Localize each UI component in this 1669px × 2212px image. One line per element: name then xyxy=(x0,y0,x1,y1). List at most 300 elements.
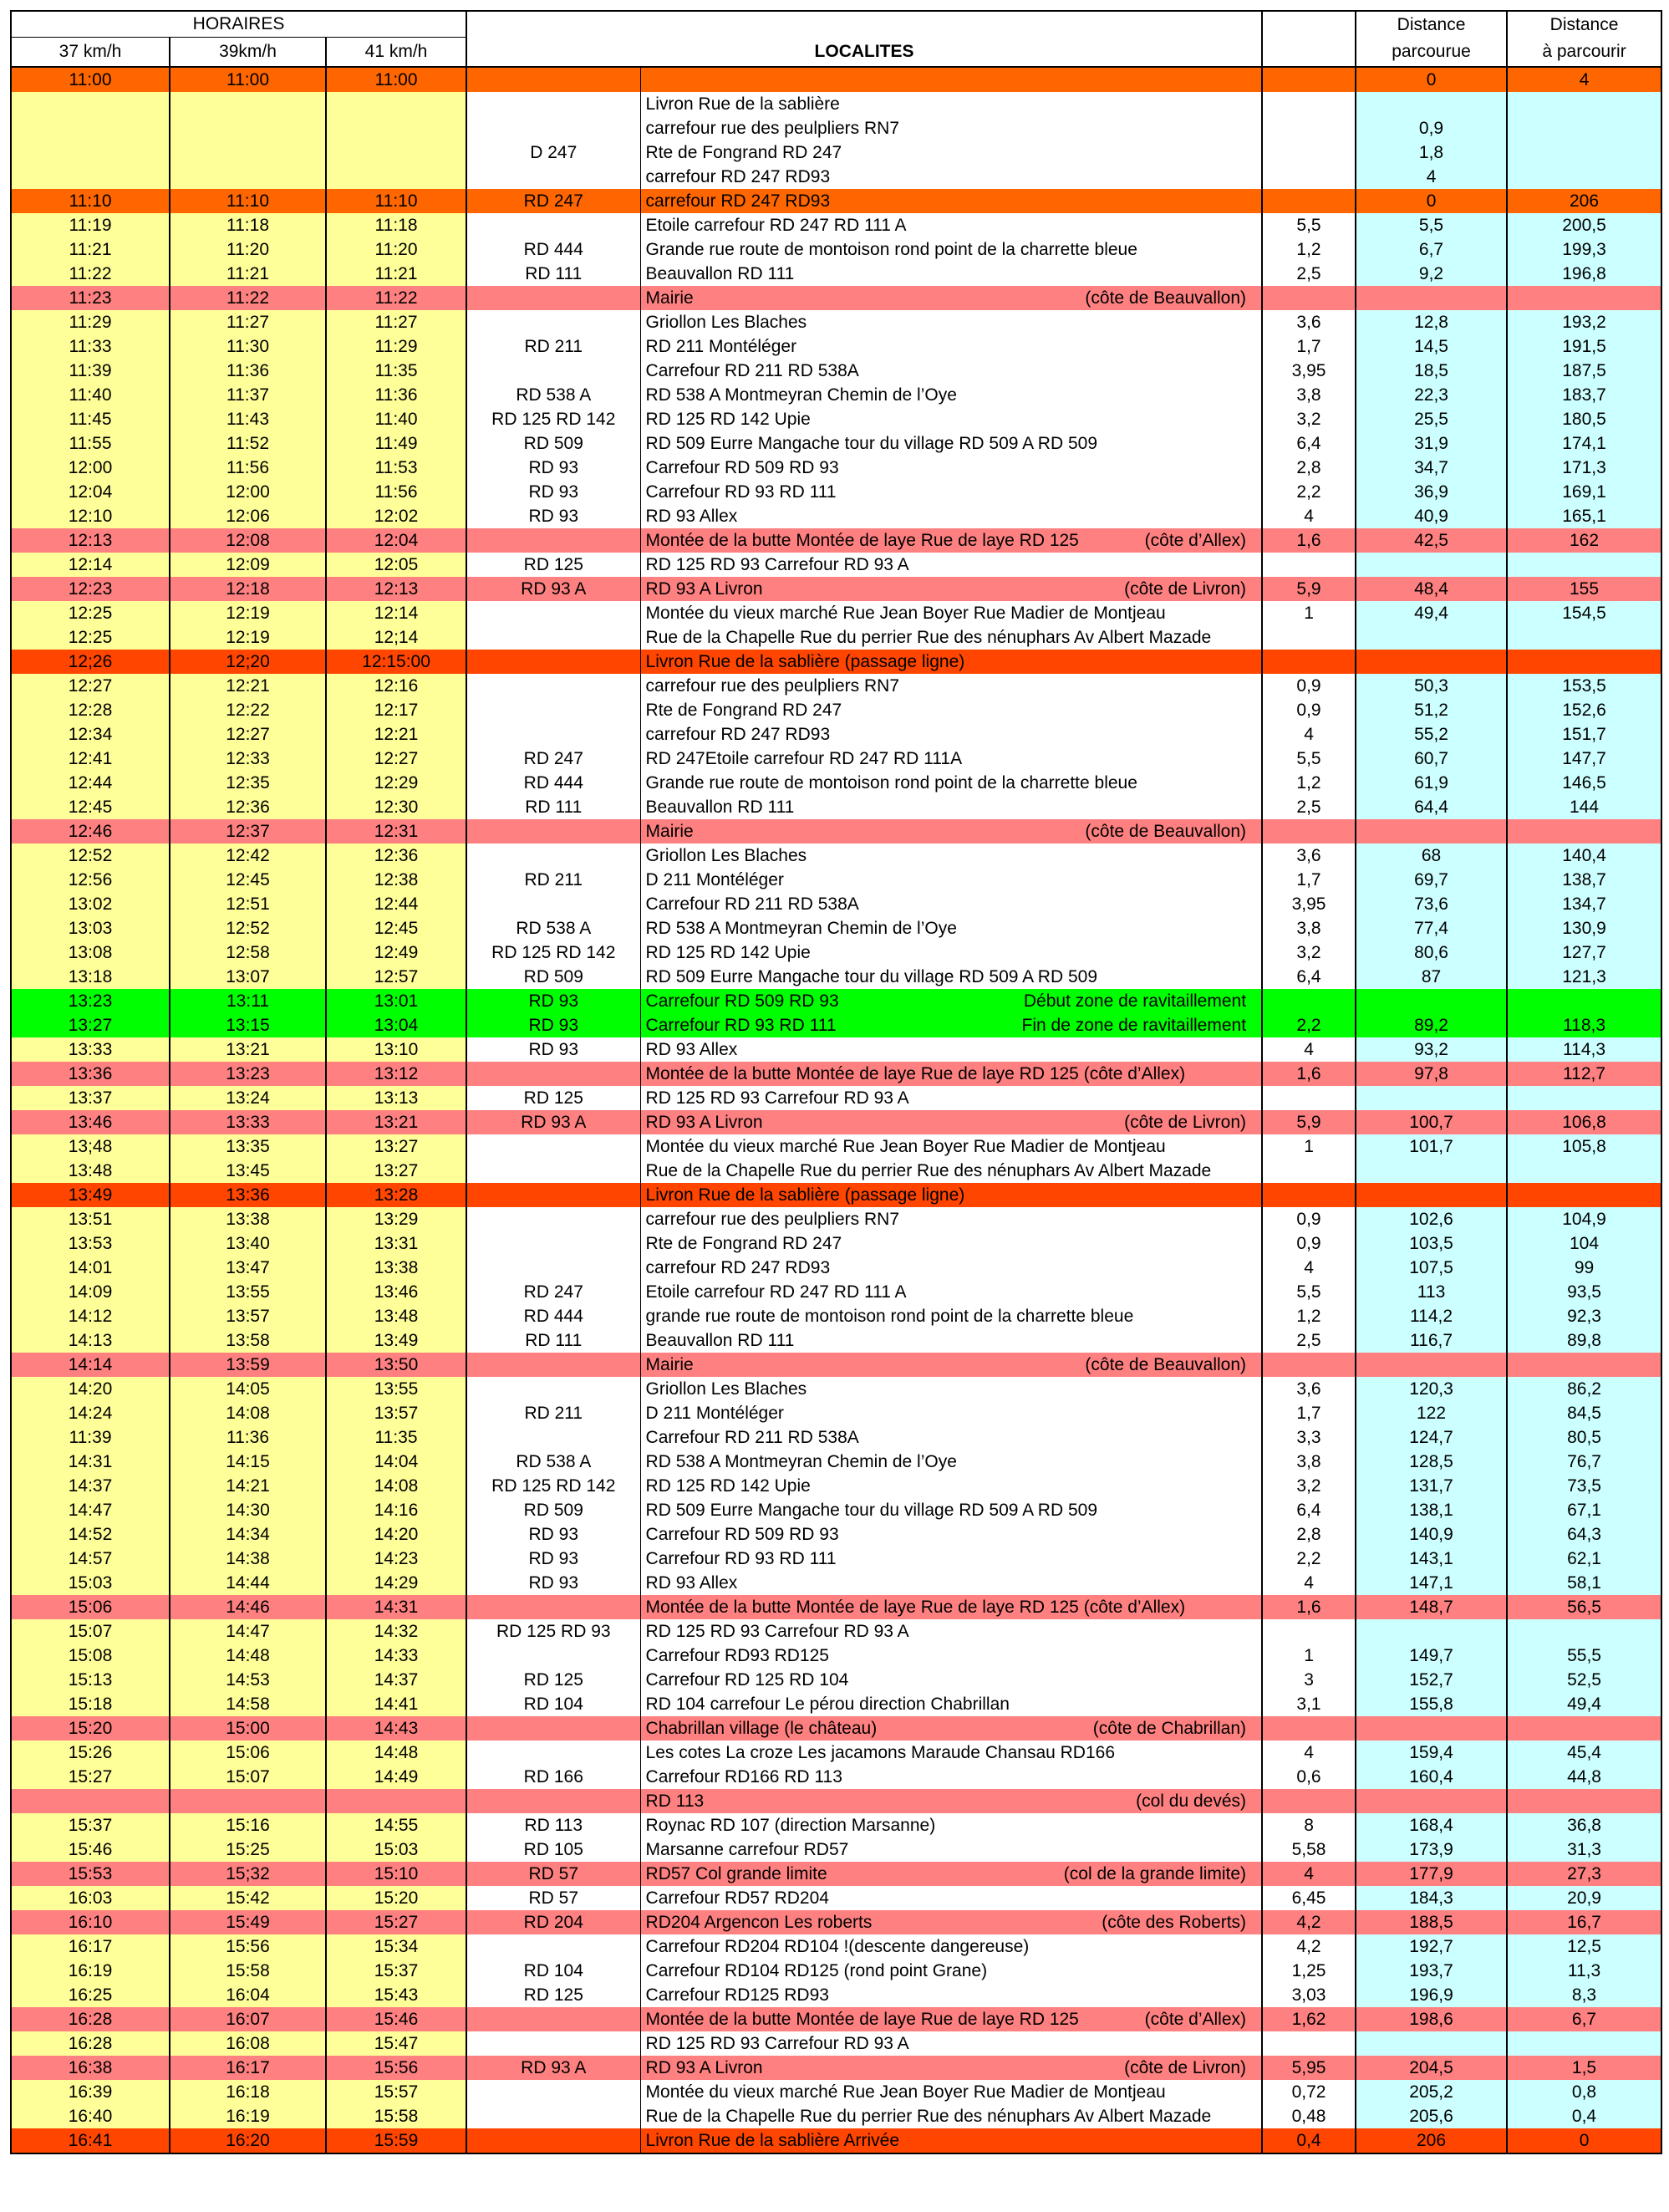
segment-km: 5,5 xyxy=(1262,747,1356,771)
distance-done xyxy=(1356,1086,1507,1110)
road-code xyxy=(466,2031,640,2056)
distance-done: 101,7 xyxy=(1356,1134,1507,1159)
segment-km: 5,5 xyxy=(1262,1280,1356,1304)
table-row xyxy=(11,1353,1661,1377)
time-37: 12:45 xyxy=(11,795,170,819)
time-39: 15;32 xyxy=(170,1862,326,1886)
time-37: 15:06 xyxy=(11,1595,170,1619)
locality-cell xyxy=(640,1110,1262,1134)
distance-done xyxy=(1356,819,1507,844)
table-row xyxy=(11,625,1661,650)
time-41: 14:04 xyxy=(326,1450,466,1474)
time-37: 13:02 xyxy=(11,892,170,916)
time-41: 11:36 xyxy=(326,383,466,407)
distance-left: 193,2 xyxy=(1507,310,1661,334)
distance-left: 187,5 xyxy=(1507,359,1661,383)
time-41: 12:04 xyxy=(326,528,466,553)
time-41: 13:49 xyxy=(326,1328,466,1353)
road-code xyxy=(466,844,640,868)
locality-name: RD 125 RD 93 Carrefour RD 93 A xyxy=(645,1622,909,1641)
time-39: 13:07 xyxy=(170,965,326,989)
time-37: 11:10 xyxy=(11,189,170,213)
segment-km xyxy=(1262,1183,1356,1207)
road-code xyxy=(466,213,640,237)
segment-km xyxy=(1262,2031,1356,2056)
table-row xyxy=(11,868,1661,892)
table-row xyxy=(11,1304,1661,1328)
segment-km: 1,7 xyxy=(1262,868,1356,892)
locality-name: Montée du vieux marché Rue Jean Boyer Rue Madier de Montjeau xyxy=(645,1137,1166,1156)
time-39: 11:56 xyxy=(170,456,326,480)
time-41: 12:15:00 xyxy=(326,650,466,674)
locality-cell xyxy=(640,844,1262,868)
distance-left: 11,3 xyxy=(1507,1959,1661,1983)
time-39 xyxy=(170,92,326,116)
locality-name: Montée de la butte Montée de laye Rue de laye RD 125 xyxy=(645,531,1079,550)
locality-cell xyxy=(640,456,1262,480)
time-41: 12:27 xyxy=(326,747,466,771)
time-37: 15:27 xyxy=(11,1765,170,1789)
distance-done xyxy=(1356,1159,1507,1183)
time-39: 13:57 xyxy=(170,1304,326,1328)
locality-name: Livron Rue de la sablière xyxy=(645,94,840,114)
locality-name: Chabrillan village (le château) xyxy=(645,1719,878,1738)
locality-name: RD 93 A Livron xyxy=(645,1113,763,1132)
distance-done: 140,9 xyxy=(1356,1522,1507,1547)
locality-name: RD57 Col grande limite xyxy=(645,1864,827,1883)
locality-cell xyxy=(640,1934,1262,1959)
road-code: RD 211 xyxy=(466,868,640,892)
locality-cell xyxy=(640,795,1262,819)
time-39: 15:06 xyxy=(170,1741,326,1765)
distance-left: 58,1 xyxy=(1507,1571,1661,1595)
time-41: 13:21 xyxy=(326,1110,466,1134)
distance-left xyxy=(1507,1619,1661,1644)
table-row xyxy=(11,1134,1661,1159)
distance-left xyxy=(1507,553,1661,577)
distance-left: 138,7 xyxy=(1507,868,1661,892)
time-41: 12:05 xyxy=(326,553,466,577)
road-code xyxy=(466,625,640,650)
table-row xyxy=(11,1256,1661,1280)
segment-km: 0,9 xyxy=(1262,674,1356,698)
distance-done: 192,7 xyxy=(1356,1934,1507,1959)
locality-cell xyxy=(640,1256,1262,1280)
time-37: 13:18 xyxy=(11,965,170,989)
road-code xyxy=(466,359,640,383)
locality-cell xyxy=(640,383,1262,407)
time-39: 15:07 xyxy=(170,1765,326,1789)
distance-left xyxy=(1507,2031,1661,2056)
locality-name: Grande rue route de montoison rond point de la charrette bleue xyxy=(645,240,1137,259)
distance-left: 144 xyxy=(1507,795,1661,819)
time-37: 12:10 xyxy=(11,504,170,528)
time-37: 15:20 xyxy=(11,1716,170,1741)
distance-left xyxy=(1507,819,1661,844)
table-row xyxy=(11,795,1661,819)
distance-left: 4 xyxy=(1507,67,1661,92)
locality-cell xyxy=(640,1595,1262,1619)
locality-cell xyxy=(640,553,1262,577)
time-41: 11:27 xyxy=(326,310,466,334)
locality-cell xyxy=(640,1183,1262,1207)
locality-cell xyxy=(640,1619,1262,1644)
distance-left xyxy=(1507,625,1661,650)
road-code xyxy=(466,819,640,844)
locality-cell xyxy=(640,989,1262,1013)
segment-km: 2,2 xyxy=(1262,1547,1356,1571)
distance-left xyxy=(1507,1353,1661,1377)
time-41: 11:21 xyxy=(326,262,466,286)
locality-name: carrefour RD 247 RD93 xyxy=(645,167,831,186)
distance-done: 113 xyxy=(1356,1280,1507,1304)
distance-left: 200,5 xyxy=(1507,213,1661,237)
distance-done: 152,7 xyxy=(1356,1668,1507,1692)
segment-km: 0,9 xyxy=(1262,698,1356,722)
time-37: 15:46 xyxy=(11,1837,170,1862)
locality-cell xyxy=(640,1741,1262,1765)
segment-km: 3,95 xyxy=(1262,359,1356,383)
segment-km: 2,5 xyxy=(1262,795,1356,819)
road-code: RD 93 xyxy=(466,1037,640,1062)
locality-cell xyxy=(640,1862,1262,1886)
time-37: 14:01 xyxy=(11,1256,170,1280)
road-code xyxy=(466,892,640,916)
locality-name: Carrefour RD 211 RD 538A xyxy=(645,361,859,380)
time-37: 12:14 xyxy=(11,553,170,577)
distance-left: 151,7 xyxy=(1507,722,1661,747)
segment-km xyxy=(1262,1086,1356,1110)
time-39: 12:21 xyxy=(170,674,326,698)
time-37 xyxy=(11,165,170,189)
locality-cell xyxy=(640,1789,1262,1813)
table-row xyxy=(11,1716,1661,1741)
locality-cell xyxy=(640,262,1262,286)
time-37: 16:10 xyxy=(11,1910,170,1934)
time-37: 15:53 xyxy=(11,1862,170,1886)
time-37: 12:25 xyxy=(11,625,170,650)
distance-left: 165,1 xyxy=(1507,504,1661,528)
distance-done: 31,9 xyxy=(1356,431,1507,456)
locality-name: Les cotes La croze Les jacamons Maraude Chansau RD166 xyxy=(645,1743,1116,1762)
time-39: 14:38 xyxy=(170,1547,326,1571)
road-code: RD 509 xyxy=(466,1498,640,1522)
time-37: 15:03 xyxy=(11,1571,170,1595)
road-code: RD 113 xyxy=(466,1813,640,1837)
segment-km: 6,4 xyxy=(1262,431,1356,456)
segment-km xyxy=(1262,67,1356,92)
road-code xyxy=(466,286,640,310)
road-code: RD 104 xyxy=(466,1959,640,1983)
segment-km: 5,5 xyxy=(1262,213,1356,237)
time-39: 11:30 xyxy=(170,334,326,359)
locality-name: carrefour rue des peulpliers RN7 xyxy=(645,119,900,138)
time-39: 14:58 xyxy=(170,1692,326,1716)
distance-left: 114,3 xyxy=(1507,1037,1661,1062)
road-code: RD 247 xyxy=(466,189,640,213)
time-37: 14:13 xyxy=(11,1328,170,1353)
time-41: 14:55 xyxy=(326,1813,466,1837)
distance-left: 206 xyxy=(1507,189,1661,213)
time-41: 12:31 xyxy=(326,819,466,844)
table-row xyxy=(11,2128,1661,2153)
time-37: 13:51 xyxy=(11,1207,170,1231)
time-39: 16:07 xyxy=(170,2007,326,2031)
table-row xyxy=(11,1159,1661,1183)
time-41: 14:31 xyxy=(326,1595,466,1619)
table-row xyxy=(11,844,1661,868)
segment-km: 4,2 xyxy=(1262,1910,1356,1934)
distance-done: 49,4 xyxy=(1356,601,1507,625)
locality-name: Montée de la butte Montée de laye Rue de laye RD 125 (côte d’Allex) xyxy=(645,1064,1186,1083)
locality-name: Mairie xyxy=(645,822,694,841)
locality-name: Carrefour RD 211 RD 538A xyxy=(645,894,859,914)
road-code: RD 93 xyxy=(466,480,640,504)
locality-name: Beauvallon RD 111 xyxy=(645,1331,795,1350)
segment-km: 5,9 xyxy=(1262,577,1356,601)
locality-cell xyxy=(640,528,1262,553)
time-41: 13:12 xyxy=(326,1062,466,1086)
time-39: 11:37 xyxy=(170,383,326,407)
distance-done-header-line1: Distance xyxy=(1356,11,1507,38)
road-code: RD 444 xyxy=(466,771,640,795)
time-41: 11:53 xyxy=(326,456,466,480)
locality-name: Carrefour RD93 RD125 xyxy=(645,1646,829,1665)
segment-km: 3,8 xyxy=(1262,1450,1356,1474)
locality-cell xyxy=(640,1450,1262,1474)
locality-cell xyxy=(640,1280,1262,1304)
time-37: 11:39 xyxy=(11,1425,170,1450)
table-row xyxy=(11,480,1661,504)
time-41: 13:04 xyxy=(326,1013,466,1037)
segment-km: 1,6 xyxy=(1262,1062,1356,1086)
time-39: 12:42 xyxy=(170,844,326,868)
segment-km: 4 xyxy=(1262,1741,1356,1765)
table-row xyxy=(11,1959,1661,1983)
distance-done: 128,5 xyxy=(1356,1450,1507,1474)
locality-note: (côte de Beauvallon) xyxy=(1085,1355,1247,1374)
locality-cell xyxy=(640,892,1262,916)
distance-done: 147,1 xyxy=(1356,1571,1507,1595)
distance-left xyxy=(1507,286,1661,310)
time-37: 14:14 xyxy=(11,1353,170,1377)
time-41: 12:14 xyxy=(326,601,466,625)
time-41: 13:31 xyxy=(326,1231,466,1256)
time-39: 15:00 xyxy=(170,1716,326,1741)
segment-km: 1,2 xyxy=(1262,237,1356,262)
table-row xyxy=(11,431,1661,456)
table-row xyxy=(11,383,1661,407)
distance-left: 55,5 xyxy=(1507,1644,1661,1668)
distance-left: 36,8 xyxy=(1507,1813,1661,1837)
distance-left xyxy=(1507,140,1661,165)
distance-left: 196,8 xyxy=(1507,262,1661,286)
locality-cell xyxy=(640,310,1262,334)
locality-name: Carrefour RD57 RD204 xyxy=(645,1888,829,1908)
time-39: 14:34 xyxy=(170,1522,326,1547)
time-41: 13:38 xyxy=(326,1256,466,1280)
distance-done: 198,6 xyxy=(1356,2007,1507,2031)
segment-km: 1 xyxy=(1262,1134,1356,1159)
time-41: 14:23 xyxy=(326,1547,466,1571)
time-39: 15:56 xyxy=(170,1934,326,1959)
distance-done: 42,5 xyxy=(1356,528,1507,553)
distance-left: 127,7 xyxy=(1507,940,1661,965)
table-row xyxy=(11,1862,1661,1886)
locality-name: RD 538 A Montmeyran Chemin de l’Oye xyxy=(645,1452,957,1471)
locality-name: Marsanne carrefour RD57 xyxy=(645,1840,849,1859)
locality-cell xyxy=(640,819,1262,844)
table-row xyxy=(11,1934,1661,1959)
road-code xyxy=(466,1934,640,1959)
segment-km: 4 xyxy=(1262,722,1356,747)
timetable-sheet xyxy=(10,10,1661,2154)
road-code: RD 93 xyxy=(466,1522,640,1547)
road-code: RD 211 xyxy=(466,334,640,359)
road-code xyxy=(466,1789,640,1813)
distance-done: 51,2 xyxy=(1356,698,1507,722)
distance-left: 147,7 xyxy=(1507,747,1661,771)
segment-km: 1,2 xyxy=(1262,771,1356,795)
time-39: 12:00 xyxy=(170,480,326,504)
distance-done: 103,5 xyxy=(1356,1231,1507,1256)
locality-cell xyxy=(640,747,1262,771)
time-41: 15:27 xyxy=(326,1910,466,1934)
time-37: 11:19 xyxy=(11,213,170,237)
table-row xyxy=(11,1789,1661,1813)
distance-left: 45,4 xyxy=(1507,1741,1661,1765)
locality-name: RD 509 Eurre Mangache tour du village RD 509 A RD 509 xyxy=(645,434,1098,453)
road-code: RD 125 xyxy=(466,553,640,577)
distance-done: 149,7 xyxy=(1356,1644,1507,1668)
time-39: 14:05 xyxy=(170,1377,326,1401)
segment-km: 3,2 xyxy=(1262,1474,1356,1498)
road-code xyxy=(466,1159,640,1183)
distance-done: 143,1 xyxy=(1356,1547,1507,1571)
time-41: 11:10 xyxy=(326,189,466,213)
locality-name: carrefour rue des peulpliers RN7 xyxy=(645,676,900,696)
segment-km xyxy=(1262,625,1356,650)
time-41: 13:01 xyxy=(326,989,466,1013)
time-39: 12:35 xyxy=(170,771,326,795)
segment-km: 4,2 xyxy=(1262,1934,1356,1959)
segment-km: 1,2 xyxy=(1262,1304,1356,1328)
time-39: 13:15 xyxy=(170,1013,326,1037)
locality-name: RD 104 carrefour Le pérou direction Chabrillan xyxy=(645,1695,1010,1714)
distance-done: 14,5 xyxy=(1356,334,1507,359)
table-row xyxy=(11,262,1661,286)
segment-km xyxy=(1262,553,1356,577)
time-39: 16:08 xyxy=(170,2031,326,2056)
table-row xyxy=(11,237,1661,262)
table-row xyxy=(11,965,1661,989)
time-41: 15:57 xyxy=(326,2080,466,2104)
time-39: 13:24 xyxy=(170,1086,326,1110)
time-37: 11:55 xyxy=(11,431,170,456)
locality-name: Montée du vieux marché Rue Jean Boyer Rue Madier de Montjeau xyxy=(645,604,1166,623)
distance-left xyxy=(1507,989,1661,1013)
table-row xyxy=(11,650,1661,674)
locality-cell xyxy=(640,1498,1262,1522)
time-41: 12:45 xyxy=(326,916,466,940)
road-code: RD 105 xyxy=(466,1837,640,1862)
time-39: 14:30 xyxy=(170,1498,326,1522)
segment-km: 6,45 xyxy=(1262,1886,1356,1910)
locality-name: Carrefour RD 93 RD 111 xyxy=(645,482,837,502)
distance-left xyxy=(1507,116,1661,140)
road-code: RD 125 RD 93 xyxy=(466,1619,640,1644)
time-37: 14:52 xyxy=(11,1522,170,1547)
time-39: 11:20 xyxy=(170,237,326,262)
distance-left: 6,7 xyxy=(1507,2007,1661,2031)
time-37: 11:21 xyxy=(11,237,170,262)
time-37: 12:04 xyxy=(11,480,170,504)
distance-done: 159,4 xyxy=(1356,1741,1507,1765)
time-39: 11:22 xyxy=(170,286,326,310)
time-41: 12:36 xyxy=(326,844,466,868)
locality-name: Carrefour RD 93 RD 111 xyxy=(645,1016,837,1035)
table-row xyxy=(11,553,1661,577)
table-row xyxy=(11,2031,1661,2056)
time-37: 14:09 xyxy=(11,1280,170,1304)
table-row xyxy=(11,1013,1661,1037)
distance-done: 205,2 xyxy=(1356,2080,1507,2104)
segment-km: 1 xyxy=(1262,1644,1356,1668)
road-code: RD 125 RD 142 xyxy=(466,407,640,431)
time-39: 12:06 xyxy=(170,504,326,528)
distance-done xyxy=(1356,650,1507,674)
locality-cell xyxy=(640,480,1262,504)
time-39: 12:52 xyxy=(170,916,326,940)
table-row xyxy=(11,1450,1661,1474)
distance-done: 122 xyxy=(1356,1401,1507,1425)
road-code: RD 125 RD 142 xyxy=(466,1474,640,1498)
segment-km: 3,95 xyxy=(1262,892,1356,916)
table-row xyxy=(11,1571,1661,1595)
segment-km: 0,9 xyxy=(1262,1231,1356,1256)
locality-name: Carrefour RD 509 RD 93 xyxy=(645,1525,839,1544)
locality-name: Carrefour RD 509 RD 93 xyxy=(645,458,839,477)
segment-km xyxy=(1262,1353,1356,1377)
locality-note: Fin de zone de ravitaillement xyxy=(1021,1016,1247,1035)
road-code: RD 57 xyxy=(466,1886,640,1910)
road-code xyxy=(466,1425,640,1450)
locality-note: (côte de Chabrillan) xyxy=(1092,1719,1247,1738)
time-37: 12:44 xyxy=(11,771,170,795)
distance-done xyxy=(1356,1183,1507,1207)
distance-done xyxy=(1356,625,1507,650)
segment-km: 2,5 xyxy=(1262,1328,1356,1353)
speed-37-header: 37 km/h xyxy=(11,38,170,68)
distance-left xyxy=(1507,1716,1661,1741)
distance-left: 153,5 xyxy=(1507,674,1661,698)
locality-name: RD 125 RD 93 Carrefour RD 93 A xyxy=(645,555,909,574)
time-39: 12:18 xyxy=(170,577,326,601)
time-41 xyxy=(326,140,466,165)
locality-name: RD 93 A Livron xyxy=(645,2058,763,2077)
table-row xyxy=(11,1425,1661,1450)
locality-note: (côte de Livron) xyxy=(1124,2058,1247,2077)
locality-cell xyxy=(640,334,1262,359)
time-39: 12:19 xyxy=(170,625,326,650)
road-code xyxy=(466,1377,640,1401)
time-41: 13:50 xyxy=(326,1353,466,1377)
distance-left: 99 xyxy=(1507,1256,1661,1280)
road-code: RD 125 xyxy=(466,1086,640,1110)
distance-done xyxy=(1356,286,1507,310)
time-41: 13:57 xyxy=(326,1401,466,1425)
locality-cell xyxy=(640,1328,1262,1353)
